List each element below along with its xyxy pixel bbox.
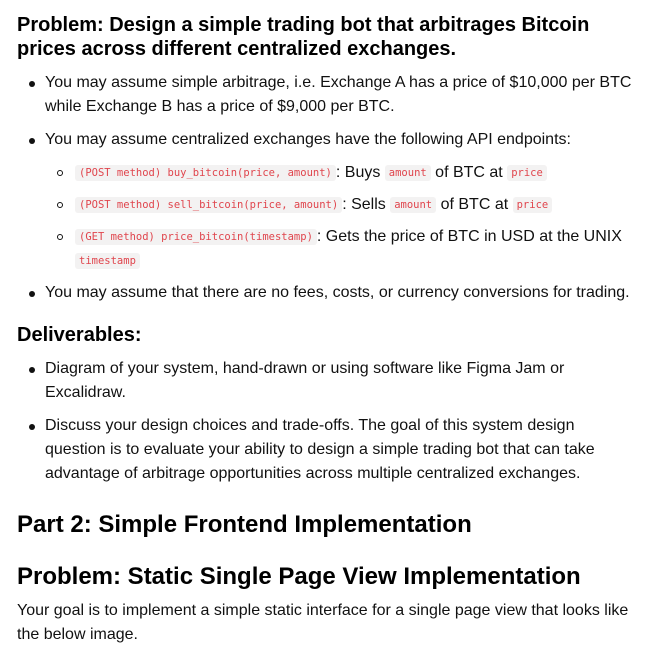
list-item: You may assume that there are no fees, costs, or currency conversions for trading. [17,281,633,305]
endpoint-item-buy [45,161,633,185]
problem2-paragraph: Your goal is to implement a simple static interface for a single page view that looks like the below image. [17,602,629,643]
endpoint-text: of BTC at [430,164,508,181]
endpoint-list [45,161,633,273]
list-item: Discuss your design choices and trade-offs. The goal of this system design question is to evaluate your ability to design a simple trading bot that can take advantage of arbitrage opportunities across multiple centralized exchanges. [17,414,633,486]
list-item: Diagram of your system, hand-drawn or using software like Figma Jam or Excalidraw. [17,357,633,405]
endpoint-text: : Buys [335,164,385,181]
endpoint-text: : Gets the price of BTC in USD at the UNIX [316,228,622,245]
endpoint-text: of BTC at [436,196,513,213]
list-item-text: You may assume centralized exchanges have the following API endpoints: [45,131,571,148]
endpoint-item-price [45,225,633,273]
code-snippet: (GET method) price_bitcoin(timestamp) [75,229,317,245]
list-item [17,128,633,273]
endpoint-item-sell [45,193,633,217]
deliverables-list [17,357,633,486]
code-snippet: amount [390,197,436,213]
deliverables-heading: Deliverables: [17,324,142,346]
list-item: You may assume simple arbitrage, i.e. Exchange A has a price of $10,000 per BTC while Exchange B has a price of $9,000 per BTC. [17,71,633,119]
code-snippet: amount [385,165,431,181]
part2-heading: Part 2: Simple Frontend Implementation [17,511,472,538]
code-snippet: timestamp [75,253,140,269]
problem2-heading: Problem: Static Single Page View Implementation [17,563,581,590]
code-snippet: (POST method) sell_bitcoin(price, amount) [75,197,342,213]
code-snippet: price [513,197,553,213]
code-snippet: (POST method) buy_bitcoin(price, amount) [75,165,336,181]
code-snippet: price [507,165,547,181]
endpoint-text: : Sells [342,196,391,213]
problem-bullet-list [17,71,633,305]
problem-heading: Problem: Design a simple trading bot that arbitrages Bitcoin prices across different centralized exchanges. [17,14,590,60]
